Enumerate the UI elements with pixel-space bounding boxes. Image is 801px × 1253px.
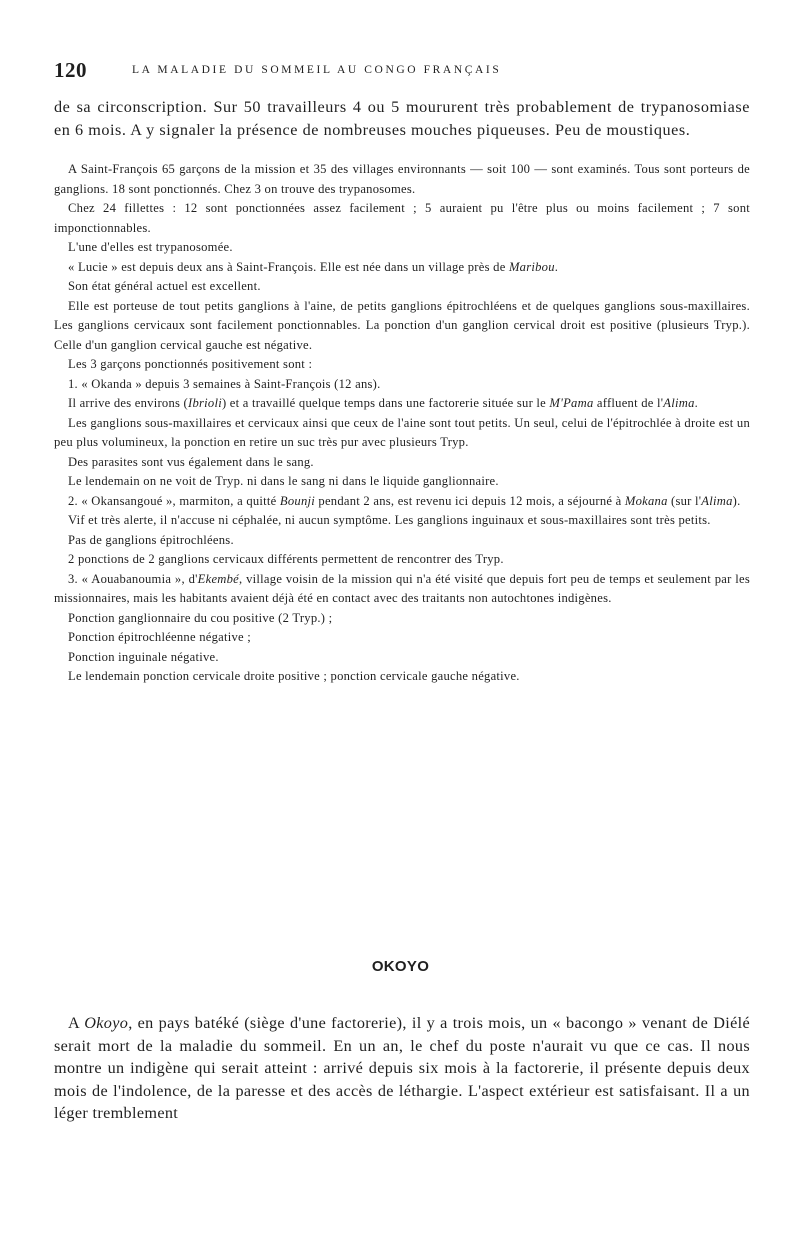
case-notes: [54, 160, 750, 687]
note-paragraph: Ponction ganglionnaire du cou positive (2 Tryp.) ;: [68, 610, 333, 625]
note-text: .: [554, 259, 559, 274]
note-paragraph: A Saint-François 65 garçons de la mission et 35 des villages environnants — soit 100 — sont examinés. Tous sont porteurs de ganglions. 18 sont ponctionnés. Chez 3 on trouve des trypanosomes.: [54, 162, 750, 196]
place-name: Okoyo: [84, 1014, 129, 1032]
note-paragraph: Le lendemain on ne voit de Tryp. ni dans le sang ni dans le liquide ganglionnaire.: [68, 474, 499, 488]
note-paragraph: 2 ponctions de 2 ganglions cervicaux différents permettent de rencontrer des Tryp.: [68, 552, 504, 566]
note-paragraph: Pas de ganglions épitrochléens.: [68, 532, 234, 547]
closing-text-body: , en pays batéké (siège d'une factorerie), il y a trois mois, un « bacongo » venant de Diélé serait mort de la maladie du sommeil. En un an, le chef du poste n'aurait vu que ce cas. Il nous montre un indigène qui serait atteint : arrivé depuis six mois à la factorerie, il présente depuis deux mois de l'indolence, de la paresse et des accès de léthargie. L'aspect extérieur est satisfaisant. Il a un léger tremblement: [54, 1014, 750, 1123]
note-text: pendant 2 ans, est revenu ici depuis 12 mois, a séjourné à: [315, 493, 625, 508]
note-text: « Lucie » est depuis deux ans à Saint-François. Elle est née dans un village près de: [68, 259, 509, 274]
note-paragraph: Des parasites sont vus également dans le sang.: [68, 454, 314, 469]
section-heading: OKOYO: [371, 958, 430, 975]
note-paragraph: Vif et très alerte, il n'accuse ni céphalée, ni aucun symptôme. Les ganglions inguinaux et sous-maxillaires sont très petits.: [68, 513, 711, 527]
closing-text: [54, 1012, 750, 1125]
note-paragraph: Chez 24 fillettes : 12 sont ponctionnées assez facilement ; 5 auraient pu l'être plus ou moins facilement ; 7 sont imponctionnables.: [54, 201, 750, 235]
running-head: [54, 58, 754, 82]
place-name: Alima: [701, 493, 733, 508]
closing-paragraph: [54, 1012, 750, 1125]
note-paragraph: Le lendemain ponction cervicale droite positive ; ponction cervicale gauche négative.: [68, 669, 520, 683]
place-name: Bounji: [279, 493, 316, 508]
running-title: LA MALADIE DU SOMMEIL AU CONGO FRANÇAIS: [132, 64, 502, 76]
intro-text: de sa circonscription. Sur 50 travailleurs 4 ou 5 moururent très probablement de trypanosomiase en 6 mois. A y signaler la présence de nombreuses mouches piqueuses. Peu de moustiques.: [54, 98, 750, 139]
place-name: Maribou: [508, 259, 555, 274]
note-paragraph: Elle est porteuse de tout petits ganglions à l'aine, de petits ganglions épitrochléens et de quelques ganglions sous-maxillaires. Les ganglions cervicaux sont facilement ponctionnables. La ponction d'un ganglion cervical droit est positive (plusieurs Tryp.). Celle d'un ganglion cervical gauche est négative.: [54, 298, 750, 352]
note-paragraph: Son état général actuel est excellent.: [68, 279, 261, 293]
note-paragraph: [54, 258, 750, 278]
note-text: (sur l': [667, 493, 702, 508]
page-number: 120: [54, 58, 87, 82]
place-name: M'Pama: [549, 396, 594, 410]
closing-text-start: A: [68, 1014, 85, 1032]
intro-paragraph: [54, 96, 750, 141]
note-paragraph: Ponction inguinale négative.: [68, 649, 219, 664]
note-paragraph: [54, 570, 750, 609]
place-name: Ibrioli: [188, 396, 222, 410]
note-paragraph: [54, 394, 750, 414]
note-text: .: [694, 396, 699, 410]
place-name: Alima: [663, 396, 695, 410]
note-paragraph: 1. « Okanda » depuis 3 semaines à Saint-François (12 ans).: [68, 376, 381, 391]
note-paragraph: Ponction épitrochléenne négative ;: [68, 630, 252, 644]
note-text: ) et a travaillé quelque temps dans une factorerie située sur le: [221, 396, 550, 410]
place-name: Ekembé: [197, 571, 240, 586]
place-name: Mokana: [624, 493, 668, 508]
note-paragraph: Les ganglions sous-maxillaires et cervicaux ainsi que ceux de l'aine sont tout petits. Un seul, celui de l'épitrochlée à droite est un peu plus volumineux, la ponction en retire un suc très pur avec plusieurs Tryp.: [54, 415, 750, 449]
note-text: , village voisin de la mission qui n'a été visité que depuis fort peu de temps et seulement par les missionnaires, mais les habitants avaient déjà été en contact avec des traitants non autochtones indigènes.: [54, 571, 750, 605]
note-text: affluent de l': [593, 396, 664, 410]
note-text: ).: [732, 493, 741, 508]
note-paragraph: L'une d'elles est trypanosomée.: [68, 240, 233, 254]
note-paragraph: [54, 492, 750, 512]
note-text: 3. « Aouabanoumia », d': [68, 571, 198, 586]
note-paragraph: Les 3 garçons ponctionnés positivement sont :: [68, 357, 313, 371]
note-text: 2. « Okansangoué », marmiton, a quitté: [68, 493, 280, 508]
note-text: Il arrive des environs (: [68, 396, 189, 410]
